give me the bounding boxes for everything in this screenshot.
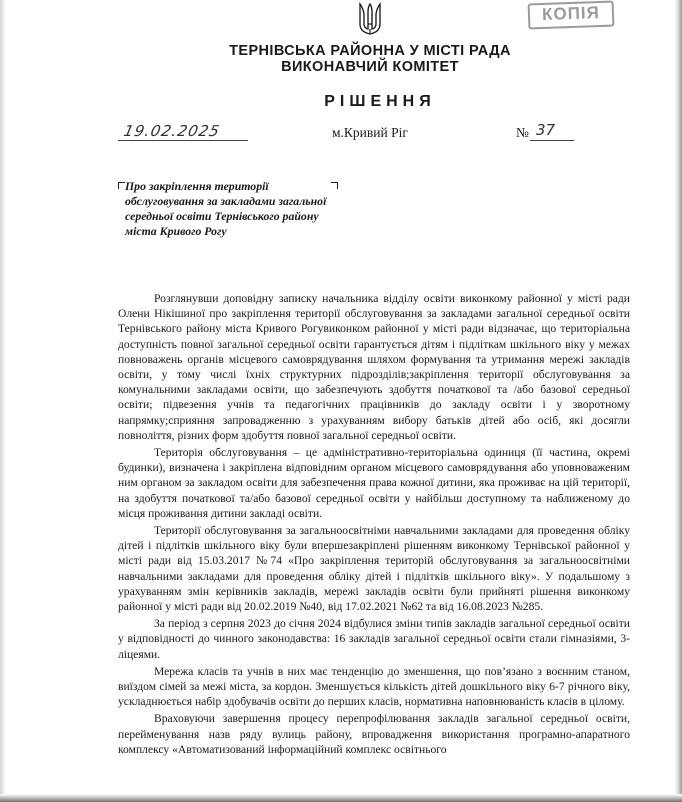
body-paragraph: Розглянувши доповідну записку начальника відділу освіти виконкому районної у місті ради Олени Нікішиної про закріплення території обслуговування за закладами загальної середньої освіти Тернівського району міста Кривого Рогувиконком районної у місті ради відзначає, що територіальна доступність повної загальної середньої освіти гарантується дітям і підліткам шкільного віку у межах повноважень органів місцевого самоврядування шляхом формування та утримання мережі закладів освіти, у тому числі їхніх структурних підрозділів;закріплення території обслуговування за комунальними закладами освіти, що забезпечують здобуття початкової та /або базової середньої освіти; підвезення учнів та педагогічних працівників до закладу освіти і у зворотному напрямку;сприяння запровадженню з урахуванням вибору батьків дітей або осіб, які досягли повноліття, різних форм здобуття повної загальної середньої освіти. (118, 292, 630, 442)
body-paragraph: За період з серпня 2023 до січня 2024 відбулися зміни типів закладів загальної середньої освіти у відповідності до чинного законодавства: 16 закладів загальної середньої освіти стали гімназіями, 3- ліцеями. (118, 617, 630, 661)
decision-body (118, 291, 630, 759)
city: м.Кривий Ріг (332, 125, 408, 140)
body-paragraph: Територія обслуговування – це адміністративно-територіальна одиниця (її частина, окремі будинки), визначена і закріплена відповідним органом місцевого самоврядування або уповноваженим ним органом за закладом освіти для забезпечення права кожної дитини, яка проживає на цій території, на здобуття початкової та/або базової середньої освіти у найбільш доступному та наближеному до місця проживання дитини закладі освіти. (118, 446, 630, 520)
trident-emblem-icon (357, 2, 383, 36)
subject-corner-left (118, 182, 125, 189)
scan-edge-left (0, 0, 6, 802)
body-paragraph: Враховуючи завершення процесу перепрофілювання закладів загальної середньої освіти, перейменування назв ряду вулиць району, впровадження використання програмно-апаратного комплексу «Автоматизований інформаційний комплекс освітнього (118, 712, 630, 756)
number-label: № (516, 125, 529, 140)
scan-edge-right (674, 0, 682, 802)
decision-subject: Про закріплення території обслуговування за закладами загальної середньої освіти Тернівського району міста Кривого Рогу (125, 179, 327, 238)
decision-date: 19.02.2025 (122, 122, 222, 140)
committee-name: ВИКОНАВЧИЙ КОМІТЕТ (281, 59, 459, 75)
council-name: ТЕРНІВСЬКА РАЙОННА У МІСТІ РАДА (229, 43, 511, 59)
date-underline (118, 140, 248, 141)
body-paragraph: Території обслуговування за загальноосвітніми навчальними закладами для проведення обліку дітей і підлітків шкільного віку були впершезакріплені рішенням виконкому Тернівської районної у місті ради від 15.03.2017 №74 «Про закріплення територій обслуговування за загальноосвітніми навчальними закладами для проведення обліку дітей і підлітків шкільного віку». У подальшому з урахуванням змін керівників закладів, мережі закладів освіти були прийняті рішення виконкому районної у місті ради від 20.02.2019 №40, від 17.02.2021 №62 та від 16.08.2023 №285. (118, 524, 630, 614)
copy-stamp: КОПІЯ (528, 1, 615, 30)
subject-corner-right (331, 182, 338, 189)
body-paragraph: Мережа класів та учнів в них має тенденцію до зменшення, що пов’язано з воєнним станом, виїздом сімей за межі міста, за кордон. Зменшується кількість дітей дошкільного віку 6-7 річного віку, ускладнюється набір здобувачів освіти до перших класів, нормативна наповнюваність класів в цілому. (118, 664, 630, 709)
scan-edge-bottom (0, 794, 682, 802)
decision-number: 37 (536, 121, 556, 139)
document-type-title: РІШЕННЯ (324, 93, 436, 110)
number-underline (530, 140, 574, 141)
